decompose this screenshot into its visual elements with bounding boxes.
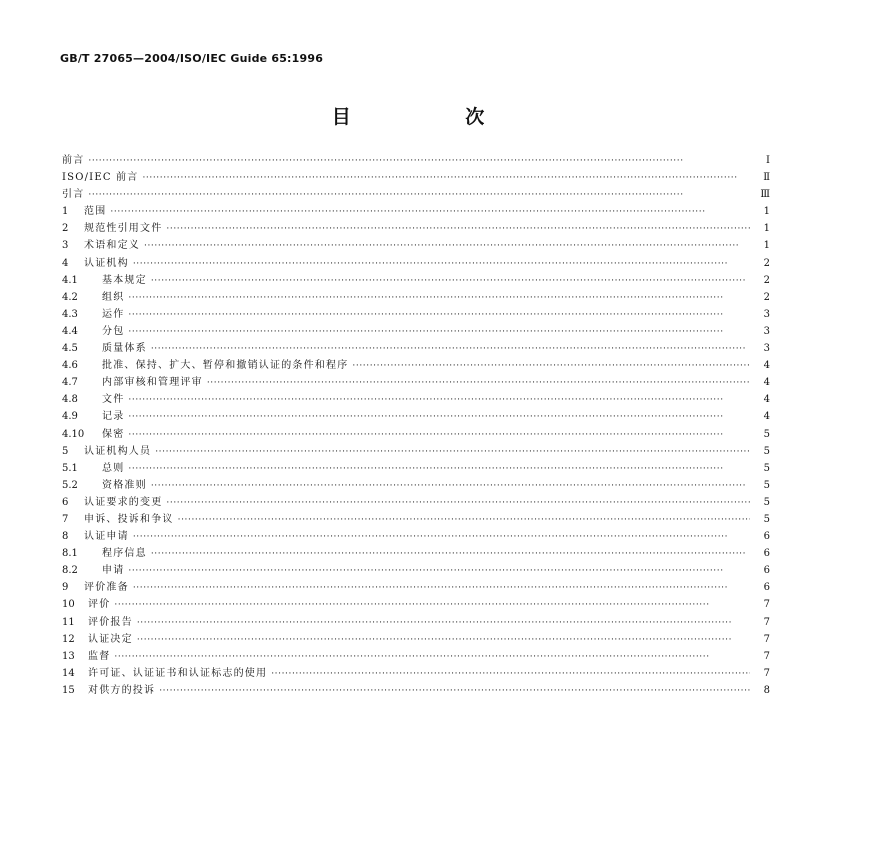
- toc-entry-number: 3: [62, 240, 69, 252]
- toc-dot-leader: [207, 375, 750, 392]
- toc-entry-page: 5: [763, 513, 770, 525]
- toc-entry-label: 组织: [102, 291, 125, 303]
- toc-entry-page: 1: [763, 240, 770, 252]
- toc-entry-number: 4.2: [62, 291, 78, 303]
- toc-entry-number: 4.8: [62, 394, 78, 406]
- toc-entry-page: 2: [763, 291, 770, 303]
- toc-entry-label: 对供方的投诉: [88, 684, 156, 696]
- toc-entry[interactable]: [62, 511, 770, 528]
- toc-entry-number: 8: [62, 531, 69, 543]
- toc-entry-page: 5: [763, 496, 770, 508]
- toc-entry-page: 4: [763, 377, 770, 389]
- toc-dot-leader: [151, 273, 750, 290]
- toc-entry[interactable]: [62, 152, 770, 169]
- toc-entry-label: 申诉、投诉和争议: [84, 513, 174, 525]
- toc-entry-page: 6: [763, 548, 770, 560]
- toc-entry-label: 认证机构: [84, 257, 129, 269]
- toc-entry-number: 5.2: [62, 479, 78, 491]
- toc-entry-label: 认证要求的变更: [84, 496, 163, 508]
- toc-entry-page: 8: [763, 684, 770, 696]
- toc-entry[interactable]: [62, 528, 770, 545]
- toc-entry[interactable]: [62, 648, 770, 665]
- toc-entry-page: 7: [763, 633, 770, 645]
- toc-dot-leader: [166, 495, 750, 512]
- toc-entry[interactable]: [62, 323, 770, 340]
- toc-entry-page: 4: [763, 360, 770, 372]
- toc-entry-label: 保密: [102, 428, 125, 440]
- toc-entry[interactable]: [62, 289, 770, 306]
- toc-entry-number: 4.1: [62, 274, 78, 286]
- toc-entry-number: 4.10: [62, 428, 85, 440]
- toc-entry-label: 记录: [102, 411, 125, 423]
- toc-entry[interactable]: [62, 477, 770, 494]
- toc-entry-number: 15: [62, 684, 75, 696]
- toc-dot-leader: [178, 512, 750, 529]
- toc-entry[interactable]: [62, 374, 770, 391]
- toc-entry-label: ISO/IEC 前言: [62, 172, 139, 184]
- page-title: 目 次: [331, 106, 539, 128]
- toc-entry-number: 7: [62, 513, 69, 525]
- toc-entry-label: 资格准则: [102, 479, 147, 491]
- toc-entry-number: 4.4: [62, 325, 78, 337]
- toc-dot-leader: [151, 546, 750, 563]
- toc-entry-number: 9: [62, 582, 69, 594]
- toc-entry-page: Ⅲ: [760, 189, 770, 201]
- toc-entry-number: 4.5: [62, 343, 78, 355]
- toc-entry-label: 规范性引用文件: [84, 223, 163, 235]
- toc-entry[interactable]: [62, 596, 770, 613]
- toc-dot-leader: [166, 221, 750, 238]
- toc-dot-leader: [133, 256, 750, 273]
- toc-entry-label: 引言: [62, 189, 85, 201]
- toc-dot-leader: [271, 666, 750, 683]
- toc-entry-label: 质量体系: [102, 343, 147, 355]
- toc-entry[interactable]: [62, 665, 770, 682]
- toc-entry-number: 10: [62, 599, 75, 611]
- toc-entry-page: 4: [763, 394, 770, 406]
- toc-entry-label: 申请: [102, 565, 125, 577]
- toc-entry-label: 批准、保持、扩大、暂停和撤销认证的条件和程序: [102, 360, 349, 372]
- document-header: GB/T 27065—2004/ISO/IEC Guide 65:1996: [60, 52, 324, 65]
- toc-entry-number: 5: [62, 445, 69, 457]
- toc-dot-leader: [159, 683, 750, 700]
- toc-entry[interactable]: [62, 220, 770, 237]
- toc-entry[interactable]: [62, 357, 770, 374]
- toc-entry-label: 基本规定: [102, 274, 147, 286]
- toc-entry-label: 评价准备: [84, 582, 129, 594]
- toc-entry-number: 12: [62, 633, 75, 645]
- toc-entry[interactable]: [62, 579, 770, 596]
- toc-entry-label: 范围: [84, 206, 107, 218]
- toc-entry-number: 14: [62, 667, 75, 679]
- toc-entry[interactable]: [62, 631, 770, 648]
- toc-entry-page: 7: [763, 667, 770, 679]
- toc-entry-page: Ⅰ: [766, 155, 770, 166]
- toc-entry-page: 7: [763, 650, 770, 662]
- toc-entry-number: 6: [62, 496, 69, 508]
- toc-dot-leader: [151, 478, 750, 495]
- toc-entry[interactable]: [62, 203, 770, 220]
- toc-entry-number: 4.3: [62, 308, 78, 320]
- toc-entry-label: 内部审核和管理评审: [102, 377, 203, 389]
- toc-entry[interactable]: [62, 306, 770, 323]
- toc-dot-leader: [88, 153, 750, 170]
- toc-entry-label: 监督: [88, 650, 111, 662]
- toc-entry-number: 11: [62, 616, 75, 628]
- toc-entry-label: 运作: [102, 308, 125, 320]
- toc-entry[interactable]: [62, 614, 770, 631]
- toc-dot-leader: [88, 187, 750, 204]
- toc-entry-label: 术语和定义: [84, 240, 140, 252]
- toc-entry-page: 6: [763, 582, 770, 594]
- toc-entry[interactable]: [62, 272, 770, 289]
- toc-entry-label: 许可证、认证证书和认证标志的使用: [88, 667, 268, 679]
- toc-dot-leader: [128, 461, 750, 478]
- toc-dot-leader: [151, 341, 750, 358]
- toc-entry[interactable]: [62, 237, 770, 254]
- toc-entry-label: 总则: [102, 462, 125, 474]
- toc-entry-number: 4.7: [62, 377, 78, 389]
- toc-dot-leader: [128, 324, 750, 341]
- toc-entry[interactable]: [62, 460, 770, 477]
- toc-entry[interactable]: [62, 562, 770, 579]
- toc-entry[interactable]: [62, 494, 770, 511]
- toc-entry[interactable]: [62, 408, 770, 425]
- toc-entry[interactable]: [62, 682, 770, 699]
- toc-entry-label: 认证申请: [84, 531, 129, 543]
- toc-entry-page: 1: [763, 206, 770, 218]
- toc-entry-number: 5.1: [62, 462, 78, 474]
- toc-entry[interactable]: [62, 340, 770, 357]
- toc-entry-label: 认证机构人员: [84, 445, 152, 457]
- toc-entry[interactable]: [62, 391, 770, 408]
- toc-entry-number: 4.6: [62, 360, 78, 372]
- toc-entry-label: 前言: [62, 155, 85, 166]
- toc-dot-leader: [155, 444, 750, 461]
- toc-entry[interactable]: [62, 545, 770, 562]
- toc-entry[interactable]: [62, 443, 770, 460]
- toc-entry[interactable]: [62, 426, 770, 443]
- toc-entry-number: 2: [62, 223, 69, 235]
- toc-entry-label: 文件: [102, 394, 125, 406]
- toc-entry-label: 程序信息: [102, 548, 147, 560]
- toc-entry-page: 6: [763, 565, 770, 577]
- toc-dot-leader: [128, 307, 750, 324]
- toc-entry-page: 2: [763, 274, 770, 286]
- toc-entry-number: 4: [62, 257, 69, 269]
- toc-entry-label: 评价: [88, 599, 111, 611]
- toc-entry-page: 5: [763, 462, 770, 474]
- toc-entry-page: 3: [763, 325, 770, 337]
- toc-dot-leader: [144, 238, 750, 255]
- toc-dot-leader: [114, 649, 750, 666]
- toc-entry-page: 1: [763, 223, 770, 235]
- toc-entry-page: 7: [763, 616, 770, 628]
- toc-dot-leader: [128, 427, 750, 444]
- toc-entry-number: 8.2: [62, 565, 78, 577]
- toc-entry-page: 6: [763, 531, 770, 543]
- toc-entry-page: 5: [763, 479, 770, 491]
- toc-entry[interactable]: [62, 255, 770, 272]
- toc-entry[interactable]: [62, 186, 770, 203]
- toc-entry-page: 2: [763, 257, 770, 269]
- table-of-contents: [62, 152, 770, 699]
- toc-entry-number: 13: [62, 650, 75, 662]
- toc-entry-number: 8.1: [62, 548, 78, 560]
- toc-entry[interactable]: [62, 169, 770, 186]
- toc-entry-page: 3: [763, 343, 770, 355]
- toc-entry-page: Ⅱ: [763, 172, 770, 184]
- toc-entry-page: 5: [763, 445, 770, 457]
- toc-entry-number: 4.9: [62, 411, 78, 423]
- toc-dot-leader: [142, 170, 750, 187]
- toc-dot-leader: [128, 563, 750, 580]
- toc-dot-leader: [133, 580, 750, 597]
- toc-entry-page: 7: [763, 599, 770, 611]
- toc-dot-leader: [133, 529, 750, 546]
- toc-dot-leader: [110, 204, 750, 221]
- toc-entry-label: 评价报告: [88, 616, 133, 628]
- toc-dot-leader: [352, 358, 750, 375]
- toc-entry-label: 认证决定: [88, 633, 133, 645]
- toc-dot-leader: [128, 409, 750, 426]
- toc-dot-leader: [128, 290, 750, 307]
- toc-entry-page: 5: [763, 428, 770, 440]
- toc-dot-leader: [114, 597, 750, 614]
- toc-entry-page: 4: [763, 411, 770, 423]
- toc-dot-leader: [137, 632, 750, 649]
- toc-entry-page: 3: [763, 308, 770, 320]
- toc-dot-leader: [128, 392, 750, 409]
- toc-dot-leader: [137, 615, 750, 632]
- toc-entry-number: 1: [62, 206, 69, 218]
- toc-entry-label: 分包: [102, 325, 125, 337]
